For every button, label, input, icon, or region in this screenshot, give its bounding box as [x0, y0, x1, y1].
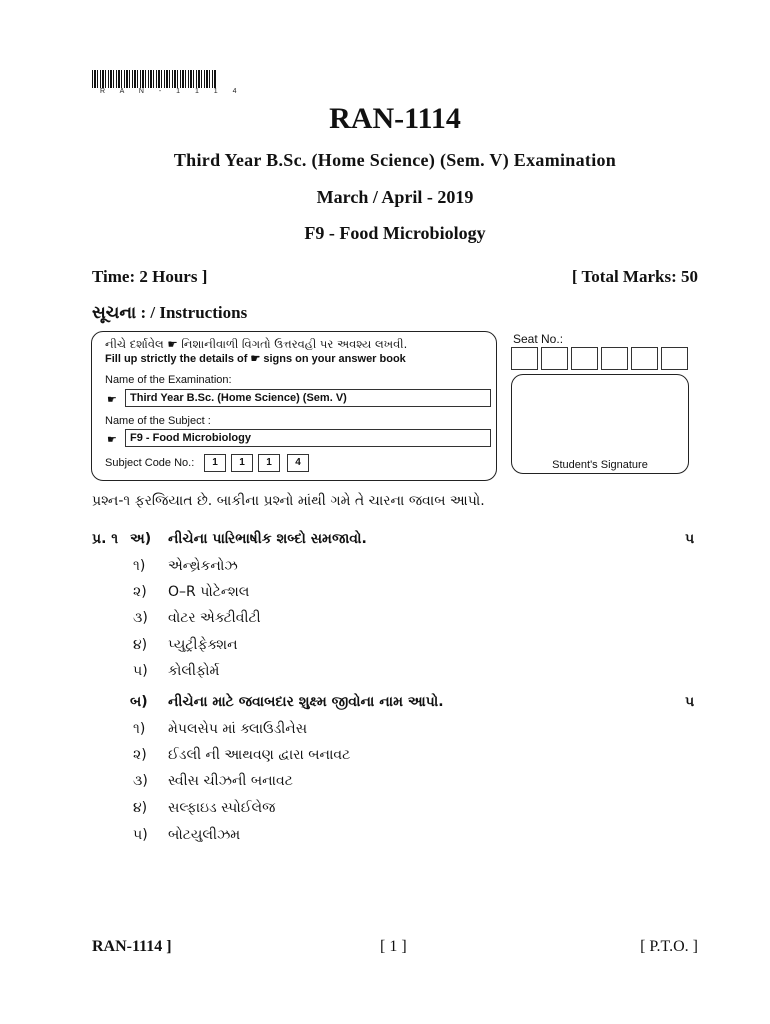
list-item: સલ્ફાઇડ સ્પોઈલેજ: [168, 800, 276, 816]
list-item: બોટયુલીઝમ: [168, 827, 241, 843]
pointer-icon: ☛: [107, 394, 117, 406]
list-item-number: ૨): [133, 584, 147, 600]
subject-code-label: Subject Code No.:: [105, 457, 195, 469]
part-a-heading: નીચેના પારિભાષીક શબ્દો સમજાવો.: [168, 531, 367, 547]
signature-label: Student's Signature: [552, 459, 648, 471]
footer-paper-code: RAN-1114 ]: [92, 938, 172, 955]
exam-title: Third Year B.Sc. (Home Science) (Sem. V) Examination: [173, 150, 617, 170]
list-item-number: ૧): [133, 721, 146, 737]
list-item: O–R પોટેન્શલ: [168, 584, 250, 600]
subject-name-label: Name of the Subject :: [105, 415, 211, 427]
instructions-title: સૂચના : / Instructions: [92, 303, 248, 322]
list-item-number: ૪): [133, 800, 148, 816]
page-number: [ 1 ]: [380, 938, 407, 955]
question-number: પ્ર. ૧: [92, 531, 119, 547]
list-item-number: ૫): [133, 663, 148, 679]
subject-code-digit: 1: [204, 454, 226, 472]
list-item-number: ૨): [133, 747, 147, 763]
seat-number-box: [661, 347, 688, 370]
exam-name-field: Third Year B.Sc. (Home Science) (Sem. V): [125, 389, 491, 407]
seat-number-label: Seat No.:: [513, 332, 564, 346]
pto-label: [ P.T.O. ]: [640, 938, 698, 955]
exam-name-label: Name of the Examination:: [105, 374, 232, 386]
part-b-marks: ૫: [685, 694, 695, 710]
list-item: વોટર એક્ટીવીટી: [168, 610, 261, 626]
part-a-label: અ): [130, 531, 152, 547]
list-item: એન્થ્રેકનોઝ: [168, 558, 238, 574]
total-marks: [ Total Marks: 50: [571, 267, 698, 286]
instruction-gujarati: નીચે દર્શાવેલ ☛ નિશાનીવાળી વિગતો ઉત્તરવહી પર અવશ્ય લખવી.: [105, 337, 408, 351]
part-a-marks: ૫: [685, 531, 695, 547]
list-item-number: ૫): [133, 827, 148, 843]
list-item: કોલીફોર્મ: [168, 663, 220, 679]
subject-code-digit: 4: [287, 454, 309, 472]
list-item: ઈડલી ની આથવણ દ્વારા બનાવટ: [168, 747, 351, 763]
time-allowed: Time: 2 Hours ]: [92, 267, 208, 286]
list-item: સ્વીસ ચીઝની બનાવટ: [168, 773, 293, 789]
instruction-box: [91, 331, 497, 481]
subject-name-field: F9 - Food Microbiology: [125, 429, 491, 447]
paper-title: F9 - Food Microbiology: [304, 223, 486, 243]
seat-number-box: [631, 347, 658, 370]
list-item: પ્યુટ્રીફેક્શન: [168, 637, 238, 653]
pointer-icon: ☛: [107, 434, 117, 446]
list-item-number: ૪): [133, 637, 148, 653]
seat-number-box: [511, 347, 538, 370]
paper-code-title: RAN-1114: [329, 102, 461, 135]
part-b-label: બ): [130, 694, 148, 710]
subject-code-digit: 1: [231, 454, 253, 472]
barcode: [92, 70, 216, 88]
compulsory-note: પ્રશ્ન-૧ ફરજિયાત છે. બાકીના પ્રશ્નો માંથી ગમે તે ચારના જવાબ આપો.: [92, 493, 485, 509]
seat-number-box: [571, 347, 598, 370]
barcode-text: R A N - 1 1 1 4: [100, 88, 244, 95]
instruction-english: Fill up strictly the details of ☛ signs on your answer book: [105, 353, 406, 365]
seat-number-box: [601, 347, 628, 370]
list-item-number: ૧): [133, 558, 146, 574]
exam-session: March / April - 2019: [316, 187, 474, 207]
list-item-number: ૩): [133, 773, 148, 789]
list-item-number: ૩): [133, 610, 148, 626]
seat-number-box: [541, 347, 568, 370]
part-b-heading: નીચેના માટે જવાબદાર શુક્ષ્મ જીવોના નામ આપો.: [168, 694, 444, 710]
list-item: મેપલસેપ માં ક્લાઉડીનેસ: [168, 721, 308, 737]
subject-code-digit: 1: [258, 454, 280, 472]
